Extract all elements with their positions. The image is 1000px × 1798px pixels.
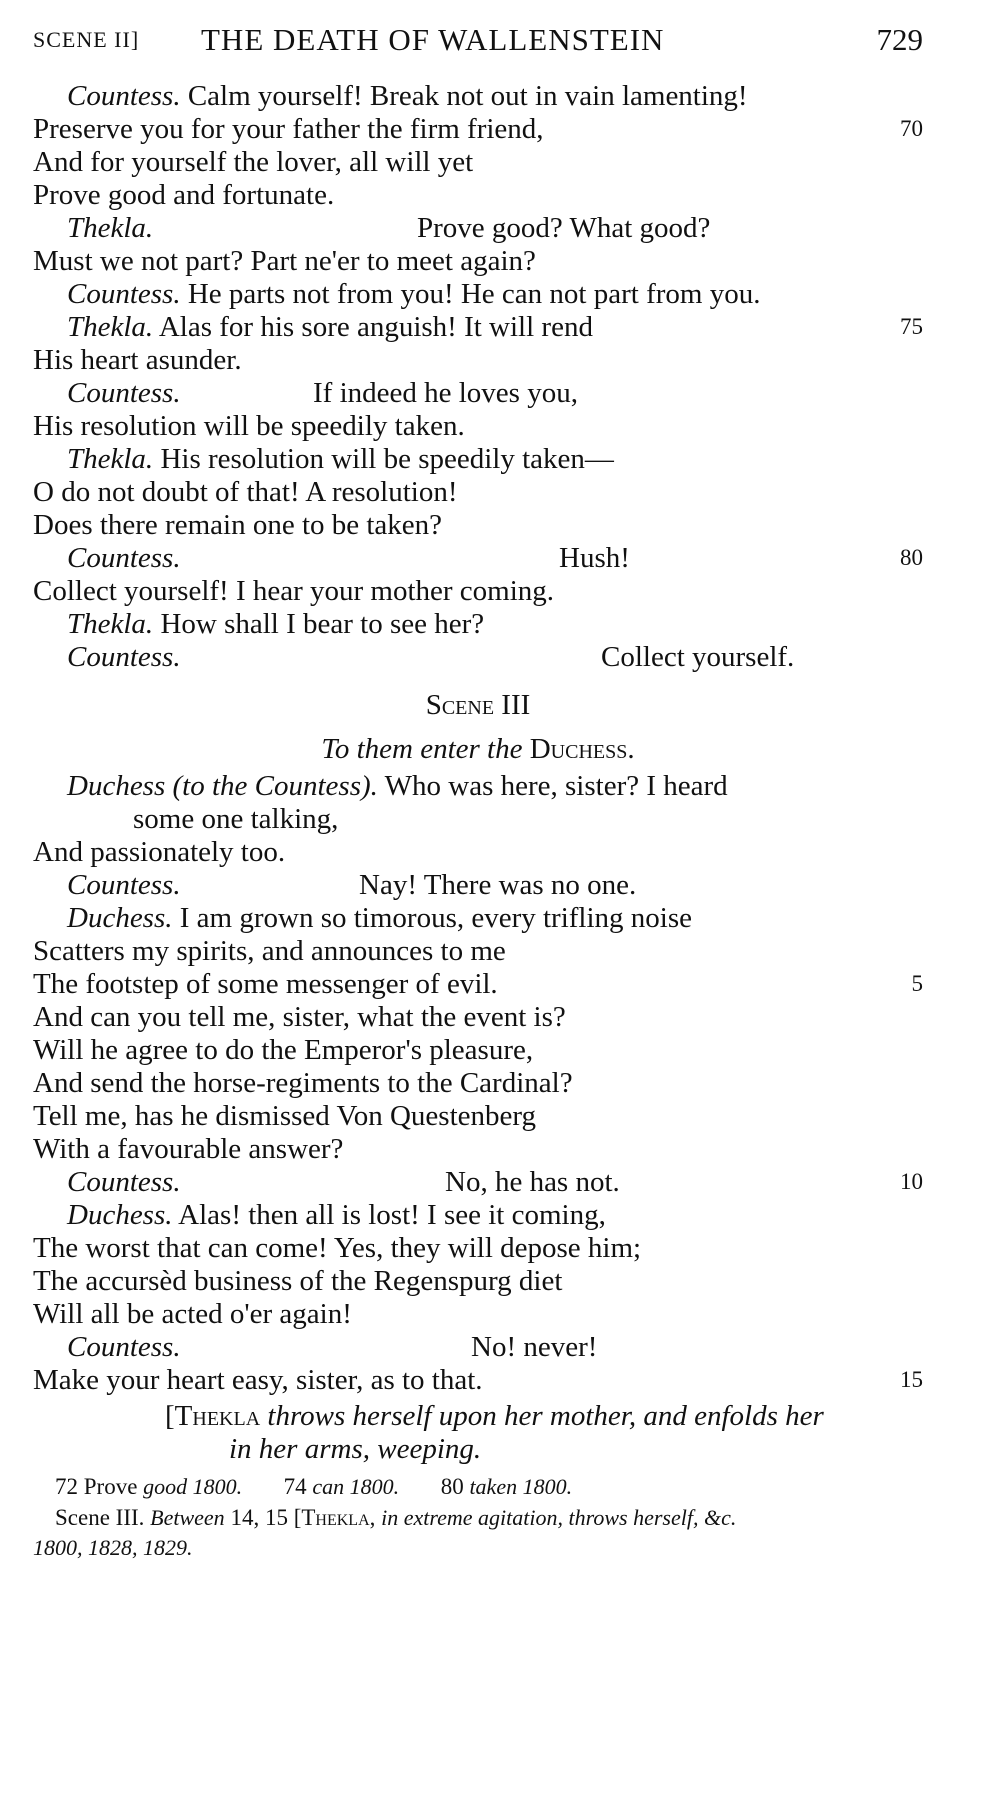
line-text: Alas! then all is lost! I see it coming, — [178, 1199, 606, 1231]
line-text: If indeed he loves you, — [313, 377, 578, 409]
speaker: Duchess. — [67, 1199, 173, 1231]
line-text: Collect yourself. — [601, 641, 795, 673]
speaker: Countess. — [67, 542, 181, 574]
note-word: Prove — [83, 1474, 138, 1499]
line-text: some one talking, — [133, 803, 339, 835]
line-text: And passionately too. — [33, 836, 286, 868]
speaker: Thekla. — [67, 443, 154, 475]
footnote-line — [55, 1472, 923, 1502]
line-text: Tell me, has he dismissed Von Questenberg — [33, 1100, 536, 1132]
speaker: Countess. — [67, 641, 181, 673]
line-text: Will all be acted o'er again! — [33, 1298, 352, 1330]
line-number: 10 — [900, 1169, 923, 1194]
speaker: Countess. — [67, 869, 181, 901]
line-number: 80 — [900, 545, 923, 570]
line-text: Does there remain one to be taken? — [33, 509, 443, 541]
stage-direction — [229, 1430, 923, 1468]
line-text: Scatters my spirits, and announces to me — [33, 935, 506, 967]
speaker: Countess. — [67, 80, 181, 112]
line-text: Must we not part? Part ne'er to meet again? — [33, 245, 536, 277]
line-text: The worst that can come! Yes, they will depose him; — [33, 1232, 642, 1264]
line-number: 70 — [900, 116, 923, 141]
line-text: No! never! — [471, 1331, 598, 1363]
line-text: His resolution will be speedily taken— — [160, 443, 614, 475]
line-text: Nay! There was no one. — [359, 869, 637, 901]
note-number: 80 — [440, 1474, 464, 1499]
note-variant: Between — [150, 1505, 225, 1530]
line-text: Preserve you for your father the firm friend, — [33, 113, 544, 145]
running-head: SCENE II] — [33, 27, 140, 52]
line-text: He parts not from you! He can not part from you. — [187, 278, 761, 310]
line-text: His resolution will be speedily taken. — [33, 410, 465, 442]
line-text: Hush! — [559, 542, 630, 574]
note-label: Scene III. — [55, 1505, 145, 1530]
line-text: Will he agree to do the Emperor's pleasure, — [33, 1034, 534, 1066]
speaker: Countess. — [67, 377, 181, 409]
page-title: THE DEATH OF WALLENSTEIN — [201, 22, 665, 57]
line-text: O do not doubt of that! A resolution! — [33, 476, 458, 508]
note-number: 74 — [283, 1474, 307, 1499]
stage-direction-entry — [33, 730, 923, 768]
line-text: The footstep of some messenger of evil. — [33, 968, 498, 1000]
line-text: With a favourable answer? — [33, 1133, 344, 1165]
line-text: And send the horse-regiments to the Cardinal? — [33, 1067, 573, 1099]
line-text: Calm yourself! Break not out in vain lamenting! — [187, 80, 748, 112]
line-text: Prove good and fortunate. — [33, 179, 335, 211]
character-name: Thekla — [174, 1400, 261, 1432]
line-text: The accursèd business of the Regenspurg diet — [33, 1265, 563, 1297]
line-text: And can you tell me, sister, what the event is? — [33, 1001, 566, 1033]
line-text: I am grown so timorous, every trifling noise — [179, 902, 693, 934]
speaker: Thekla. — [67, 311, 154, 343]
stage-text: throws herself upon her mother, and enfolds her — [267, 1400, 824, 1432]
speaker: Thekla. — [67, 608, 154, 640]
speaker: Countess. — [67, 278, 181, 310]
footnote-line — [33, 1533, 923, 1563]
line-text: Make your heart easy, sister, as to that. — [33, 1364, 483, 1396]
line-text: Collect yourself! I hear your mother coming. — [33, 575, 555, 607]
note-variant: in extreme agitation, throws herself, &c. — [381, 1505, 737, 1530]
line-number: 75 — [900, 314, 923, 339]
speaker: Duchess (to the Countess). — [67, 770, 378, 802]
line-text: Who was here, sister? I heard — [384, 770, 728, 802]
page-header — [33, 21, 923, 59]
line-text: And for yourself the lover, all will yet — [33, 146, 474, 178]
footnote-line — [55, 1503, 923, 1533]
line-text: No, he has not. — [445, 1166, 620, 1198]
line-text: His heart asunder. — [33, 344, 242, 376]
character-name: Thekla, — [301, 1505, 376, 1530]
line-text: Alas for his sore anguish! It will rend — [158, 311, 593, 343]
page — [33, 0, 923, 1798]
stage-direction: [Thekla throws herself upon her mother, and enfolds her — [165, 1400, 824, 1432]
verse-line — [67, 638, 923, 676]
line-number: 15 — [900, 1367, 923, 1392]
speaker: Countess. — [67, 1331, 181, 1363]
stage-text: To them enter the — [321, 733, 523, 765]
line-text: Prove good? What good? — [417, 212, 711, 244]
speaker: Thekla. — [67, 212, 154, 244]
line-number: 5 — [911, 971, 923, 996]
speaker: Duchess. — [67, 902, 173, 934]
stage-text: in her arms, weeping. — [229, 1433, 482, 1465]
note-number: 14, 15 [ — [230, 1505, 302, 1530]
note-variant: taken 1800. — [469, 1474, 573, 1499]
speaker: Countess. — [67, 1166, 181, 1198]
note-variant: good 1800. — [143, 1474, 243, 1499]
page-number: 729 — [876, 22, 923, 57]
note-variant: 1800, 1828, 1829. — [33, 1535, 193, 1560]
line-text: How shall I bear to see her? — [160, 608, 485, 640]
verse-line — [33, 1361, 923, 1399]
note-number: 72 — [55, 1474, 78, 1499]
character-name: Duchess. — [529, 733, 635, 765]
note-variant: can 1800. — [312, 1474, 400, 1499]
scene-heading: Scene III — [425, 689, 531, 721]
